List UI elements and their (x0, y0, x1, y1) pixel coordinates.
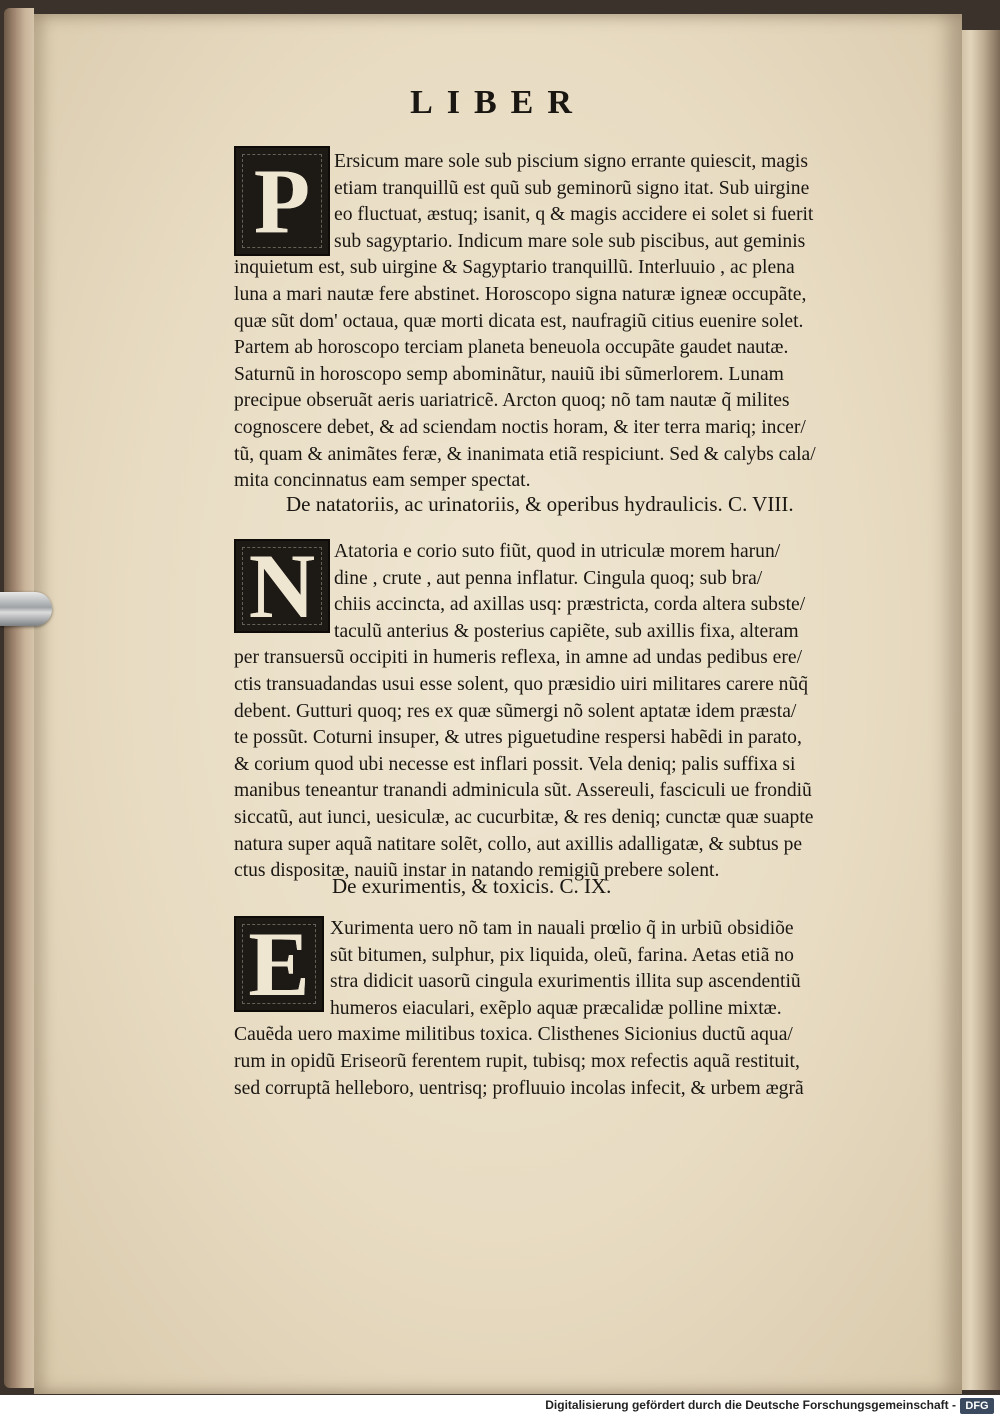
initial-letter: P (253, 150, 311, 252)
text-line: cognoscere debet, & ad sciendam noctis horam, & iter terra mariq; incer/ (234, 416, 806, 438)
footer-bar (0, 1395, 1000, 1417)
text-line: Partem ab horoscopo terciam planeta beneuola occupãte gaudet nautæ. (234, 337, 789, 359)
text-line: ctis transuadandas usui esse solent, quo præsidio uiri militares carere nũq̃ (234, 673, 809, 695)
text-line: & corium quod ubi necesse est inflari possit. Vela deniq; palis suffixa si (234, 753, 796, 775)
text-line: sũt bitumen, sulphur, pix liquida, oleũ, farina. Aetas etiã no (330, 944, 794, 966)
text-line: tũ, quam & animãtes feræ, & inanimata etiã respiciunt. Sed & calybs cala/ (234, 443, 816, 465)
text-line: per transuersũ occipiti in humeris reflexa, in amne ad undas pedibus ere/ (234, 647, 803, 669)
text-line: siccatũ, aut iunci, uesiculæ, ac cucurbitæ, & res deniq; cunctæ quæ suapte (234, 806, 814, 828)
text-line: manibus teneantur tranandi adminicula sũt. Assereuli, fasciculi ue frondiũ (234, 780, 812, 802)
text-line: taculũ anterius & posterius capiẽte, sub axillis fixa, alteram (334, 620, 799, 642)
book-right-page-edge (958, 30, 1000, 1390)
chapter-heading-ix: De exurimentis, & toxicis. C. IX. (332, 874, 612, 898)
initial-letter: N (248, 535, 316, 637)
text-line: quæ sũt dom' octaua, quæ morti dicata est, naufragiũ citius euenire solet. (234, 310, 804, 332)
text-line: Ersicum mare sole sub piscium signo errante quiescit, magis (334, 151, 808, 172)
text-line: luna a mari nautæ fere abstinet. Horoscopo signa naturæ igneæ occupãte, (234, 283, 807, 305)
running-head: LIBER (410, 84, 586, 121)
text-line: dine , crute , aut penna inflatur. Cingula quoq; sub bra/ (334, 567, 763, 589)
text-line: sub sagyptario. Indicum mare sole sub piscibus, aut geminis (334, 230, 806, 252)
text-line: debent. Gutturi quoq; res ex quæ sũmergi nõ solent aptatæ idem præsta/ (234, 700, 797, 722)
footer-credit: Digitalisierung gefördert durch die Deutsche Forschungsgemeinschaft - (545, 1398, 956, 1412)
text-line: etiam tranquillũ est quũ sub geminorũ signo itat. Sub uirgine (334, 177, 810, 199)
paragraph-section3 (234, 913, 834, 1102)
text-line: stra didicit uasorũ cingula exurimentis illita sup ascendentiũ (330, 971, 801, 993)
text-line: eo fluctuat, æstuq; isanit, q & magis accidere ei solet si fuerit (334, 204, 814, 226)
dfg-logo: DFG (960, 1398, 994, 1414)
chapter-heading-viii: De natatoriis, ac urinatoriis, & operibus hydraulicis. C. VIII. (286, 492, 794, 516)
text-line: mita concinnatus eam semper spectat. (234, 470, 531, 492)
text-line: chiis accincta, ad axillas usq: præstricta, corda altera subste/ (334, 594, 806, 616)
paragraph-section2 (234, 535, 834, 885)
text-line: precipue obseruãt aeris uariatricẽ. Arcton quoq; nõ tam nautæ q̃ milites (234, 390, 790, 412)
text-line: Saturnũ in horoscopo semp abominãtur, nauiũ ibi sũmerlorem. Lunam (234, 363, 784, 385)
paragraph-section1 (234, 149, 834, 495)
text-line: te possũt. Coturni insuper, & utres piguetudine respersi habẽdi in parato, (234, 727, 802, 749)
text-line: ctus dispositæ, nauiũ instar in natando remigiũ prebere solent. (234, 860, 720, 882)
text-line: natura super aquã natitare solẽt, collo, aut axillis adalligatæ, & subtus pe (234, 833, 803, 855)
initial-letter: E (248, 913, 310, 1015)
text-line: humeros eiaculari, exẽplo aquæ præcalidæ polline mixtæ. (330, 997, 782, 1019)
book-page (34, 14, 962, 1394)
text-line: sed corruptã helleboro, uentrisq; profluuio incolas infecit, & urbem ægrã (234, 1077, 804, 1099)
text-line: Cauẽda uero maxime militibus toxica. Clisthenes Sicionius ductũ aqua/ (234, 1024, 793, 1046)
text-line: inquietum est, sub uirgine & Sagyptario tranquillũ. Interluuio , ac plena (234, 257, 795, 279)
book-left-page-edge (4, 8, 34, 1388)
text-line: Xurimenta uero nõ tam in nauali prœlio q̃ in urbiũ obsidiõe (330, 918, 794, 939)
text-line: Atatoria e corio suto fiũt, quod in utriculæ morem harun/ (334, 541, 781, 562)
page-clip (0, 592, 52, 626)
text-line: rum in opidũ Eriseorũ ferentem rupit, tubisq; mox refectis aquã restituit, (234, 1050, 800, 1072)
